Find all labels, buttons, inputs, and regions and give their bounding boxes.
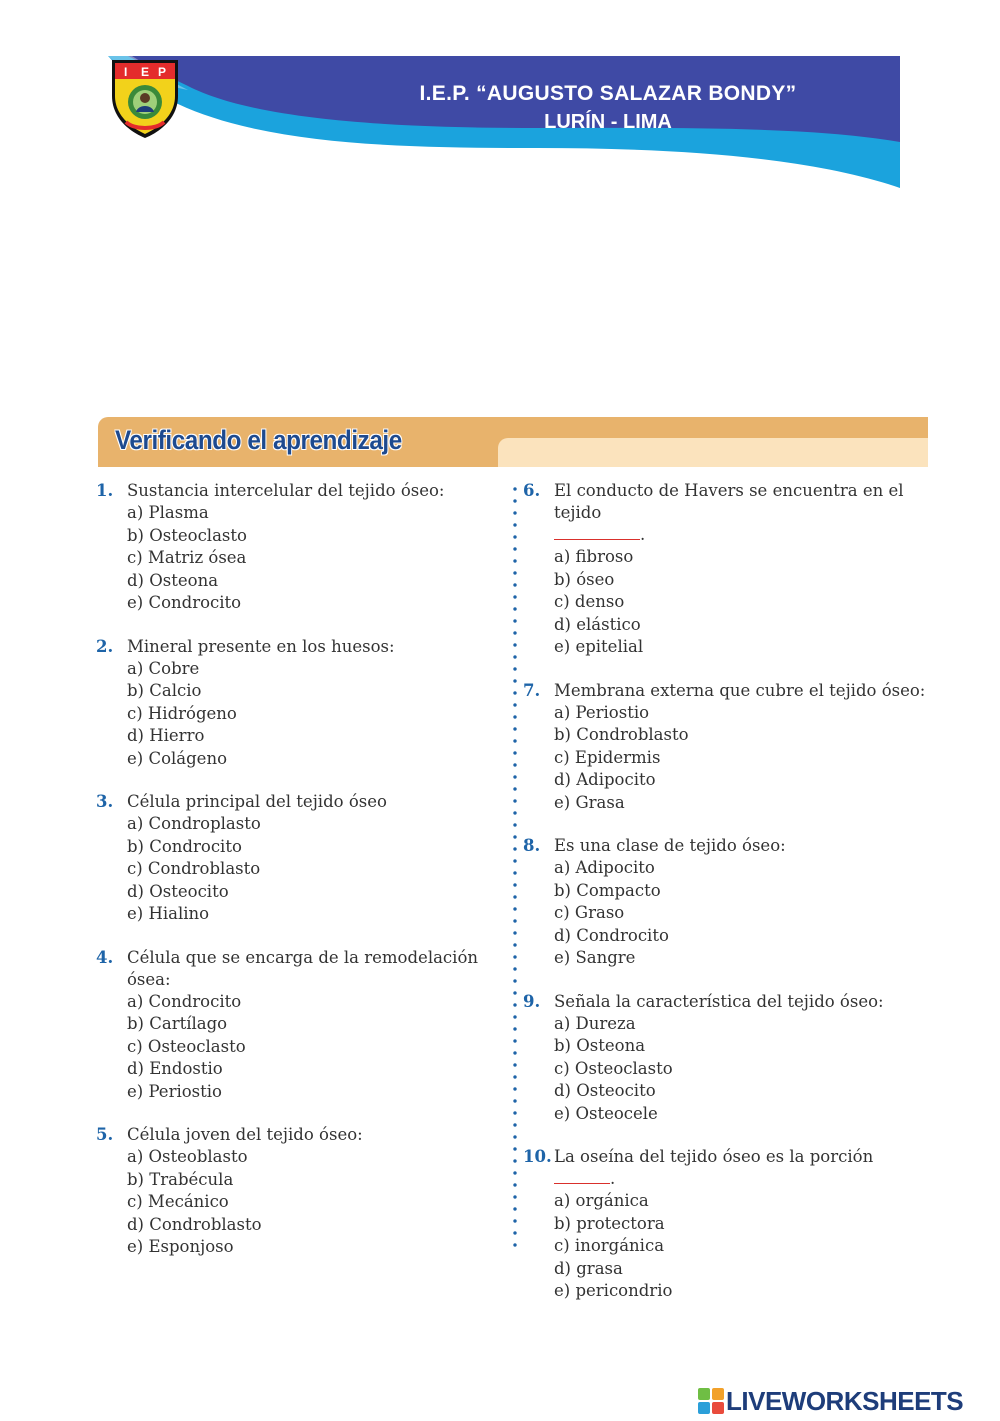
question-1: [96, 480, 496, 615]
option-a[interactable]: a) fibroso: [554, 547, 634, 566]
question-text: Célula principal del tejido óseo: [127, 792, 387, 811]
school-crest-icon: [108, 56, 182, 140]
option-d[interactable]: d) Adipocito: [554, 770, 656, 789]
question-7: [523, 680, 928, 815]
option-e[interactable]: e) Condrocito: [127, 593, 242, 612]
question-text: Mineral presente en los huesos:: [127, 636, 395, 656]
option-d[interactable]: d) Condroblasto: [127, 1214, 262, 1234]
section-title: Verificando el aprendizaje: [115, 425, 402, 455]
answer-blank[interactable]: [554, 1171, 610, 1184]
question-text: [554, 1146, 928, 1190]
answer-blank[interactable]: [554, 527, 640, 540]
question-text: Sustancia intercelular del tejido óseo:: [127, 481, 445, 500]
question-number: 3.: [96, 792, 114, 811]
option-c[interactable]: c) denso: [554, 592, 625, 611]
column-divider: [513, 483, 517, 1253]
questions-right-column: [523, 480, 928, 1324]
option-b[interactable]: b) óseo: [554, 569, 615, 589]
question-text: Célula que se encarga de la remodelación ósea:: [127, 947, 479, 989]
header-banner: [108, 56, 900, 192]
svg-text:P: P: [158, 65, 167, 79]
option-a[interactable]: a) Condrocito: [127, 991, 242, 1011]
question-number: 10.: [523, 1147, 552, 1166]
school-name: I.E.P. “AUGUSTO SALAZAR BONDY”: [419, 82, 797, 105]
option-c[interactable]: c) Epidermis: [554, 747, 661, 767]
liveworksheets-brand[interactable]: [698, 1387, 963, 1415]
option-a[interactable]: a) Adipocito: [554, 858, 655, 877]
option-e[interactable]: e) epitelial: [554, 637, 644, 656]
option-c[interactable]: c) inorgánica: [554, 1236, 665, 1255]
option-d[interactable]: d) Osteocito: [127, 881, 229, 901]
question-2: [96, 636, 496, 771]
question-6: [523, 480, 928, 659]
question-number: 1.: [96, 481, 114, 500]
option-b[interactable]: b) Compacto: [554, 880, 661, 900]
question-text-tail: .: [610, 1169, 616, 1188]
question-9: [523, 991, 928, 1126]
question-number: 4.: [96, 947, 114, 967]
option-b[interactable]: b) Condroblasto: [554, 725, 689, 744]
question-3: [96, 791, 496, 926]
option-c[interactable]: c) Graso: [554, 903, 625, 922]
question-text: Es una clase de tejido óseo:: [554, 836, 786, 855]
option-d[interactable]: d) Osteocito: [554, 1081, 656, 1100]
question-text: [554, 480, 928, 546]
question-number: 7.: [523, 680, 541, 700]
brand-name: LIVEWORKSHEETS: [726, 1385, 964, 1416]
question-8: [523, 835, 928, 970]
option-b[interactable]: b) Osteona: [554, 1036, 646, 1055]
option-e[interactable]: e) Grasa: [554, 792, 625, 812]
option-b[interactable]: b) Condrocito: [127, 836, 242, 856]
svg-text:E: E: [141, 65, 150, 79]
option-a[interactable]: a) Osteoblasto: [127, 1147, 248, 1166]
question-text: Célula joven del tejido óseo:: [127, 1125, 363, 1144]
option-e[interactable]: e) Periostio: [127, 1081, 222, 1101]
option-e[interactable]: e) Colágeno: [127, 748, 228, 768]
option-e[interactable]: e) Hialino: [127, 904, 210, 923]
question-number: 9.: [523, 991, 541, 1011]
school-location: LURÍN - LIMA: [544, 111, 672, 133]
svg-text:I: I: [124, 65, 128, 79]
option-c[interactable]: c) Condroblasto: [127, 859, 261, 878]
option-e[interactable]: e) Osteocele: [554, 1103, 658, 1123]
option-c[interactable]: c) Osteoclasto: [127, 1036, 246, 1056]
question-text-content: La oseína del tejido óseo es la porción: [554, 1147, 874, 1166]
option-a[interactable]: a) Cobre: [127, 658, 200, 678]
option-b[interactable]: b) Trabécula: [127, 1169, 234, 1189]
option-e[interactable]: e) Sangre: [554, 948, 636, 967]
option-c[interactable]: c) Mecánico: [127, 1192, 229, 1211]
option-d[interactable]: d) elástico: [554, 614, 641, 634]
option-a[interactable]: a) Plasma: [127, 503, 209, 522]
option-b[interactable]: b) Calcio: [127, 681, 202, 700]
option-e[interactable]: e) Esponjoso: [127, 1237, 234, 1256]
question-text-tail: .: [640, 525, 646, 544]
option-d[interactable]: d) grasa: [554, 1258, 623, 1278]
option-e[interactable]: e) pericondrio: [554, 1281, 673, 1300]
option-a[interactable]: a) Dureza: [554, 1013, 636, 1033]
option-a[interactable]: a) orgánica: [554, 1191, 649, 1210]
question-5: [96, 1124, 496, 1259]
question-number: 2.: [96, 636, 114, 656]
question-number: 8.: [523, 836, 541, 855]
option-b[interactable]: b) Cartílago: [127, 1014, 228, 1033]
option-c[interactable]: c) Hidrógeno: [127, 703, 237, 723]
question-10: [523, 1146, 928, 1303]
section-title-bar: [98, 417, 928, 467]
option-d[interactable]: d) Endostio: [127, 1059, 223, 1078]
section-title-bar-accent: [498, 438, 928, 467]
question-text: Membrana externa que cubre el tejido óseo:: [554, 680, 926, 700]
question-4: [96, 947, 496, 1104]
questions-left-column: [96, 480, 496, 1280]
option-d[interactable]: d) Osteona: [127, 570, 219, 590]
option-d[interactable]: d) Condrocito: [554, 925, 669, 945]
question-text: Señala la característica del tejido óseo:: [554, 991, 884, 1011]
option-c[interactable]: c) Osteoclasto: [554, 1058, 673, 1078]
option-b[interactable]: b) Osteoclasto: [127, 525, 247, 545]
option-c[interactable]: c) Matriz ósea: [127, 548, 247, 567]
option-a[interactable]: a) Condroplasto: [127, 814, 261, 833]
question-number: 5.: [96, 1125, 114, 1144]
question-number: 6.: [523, 481, 541, 500]
option-d[interactable]: d) Hierro: [127, 726, 205, 745]
liveworksheets-logo-icon: [698, 1388, 724, 1414]
option-b[interactable]: b) protectora: [554, 1213, 665, 1233]
option-a[interactable]: a) Periostio: [554, 702, 650, 722]
question-text-content: El conducto de Havers se encuentra en el tejido: [554, 481, 904, 522]
